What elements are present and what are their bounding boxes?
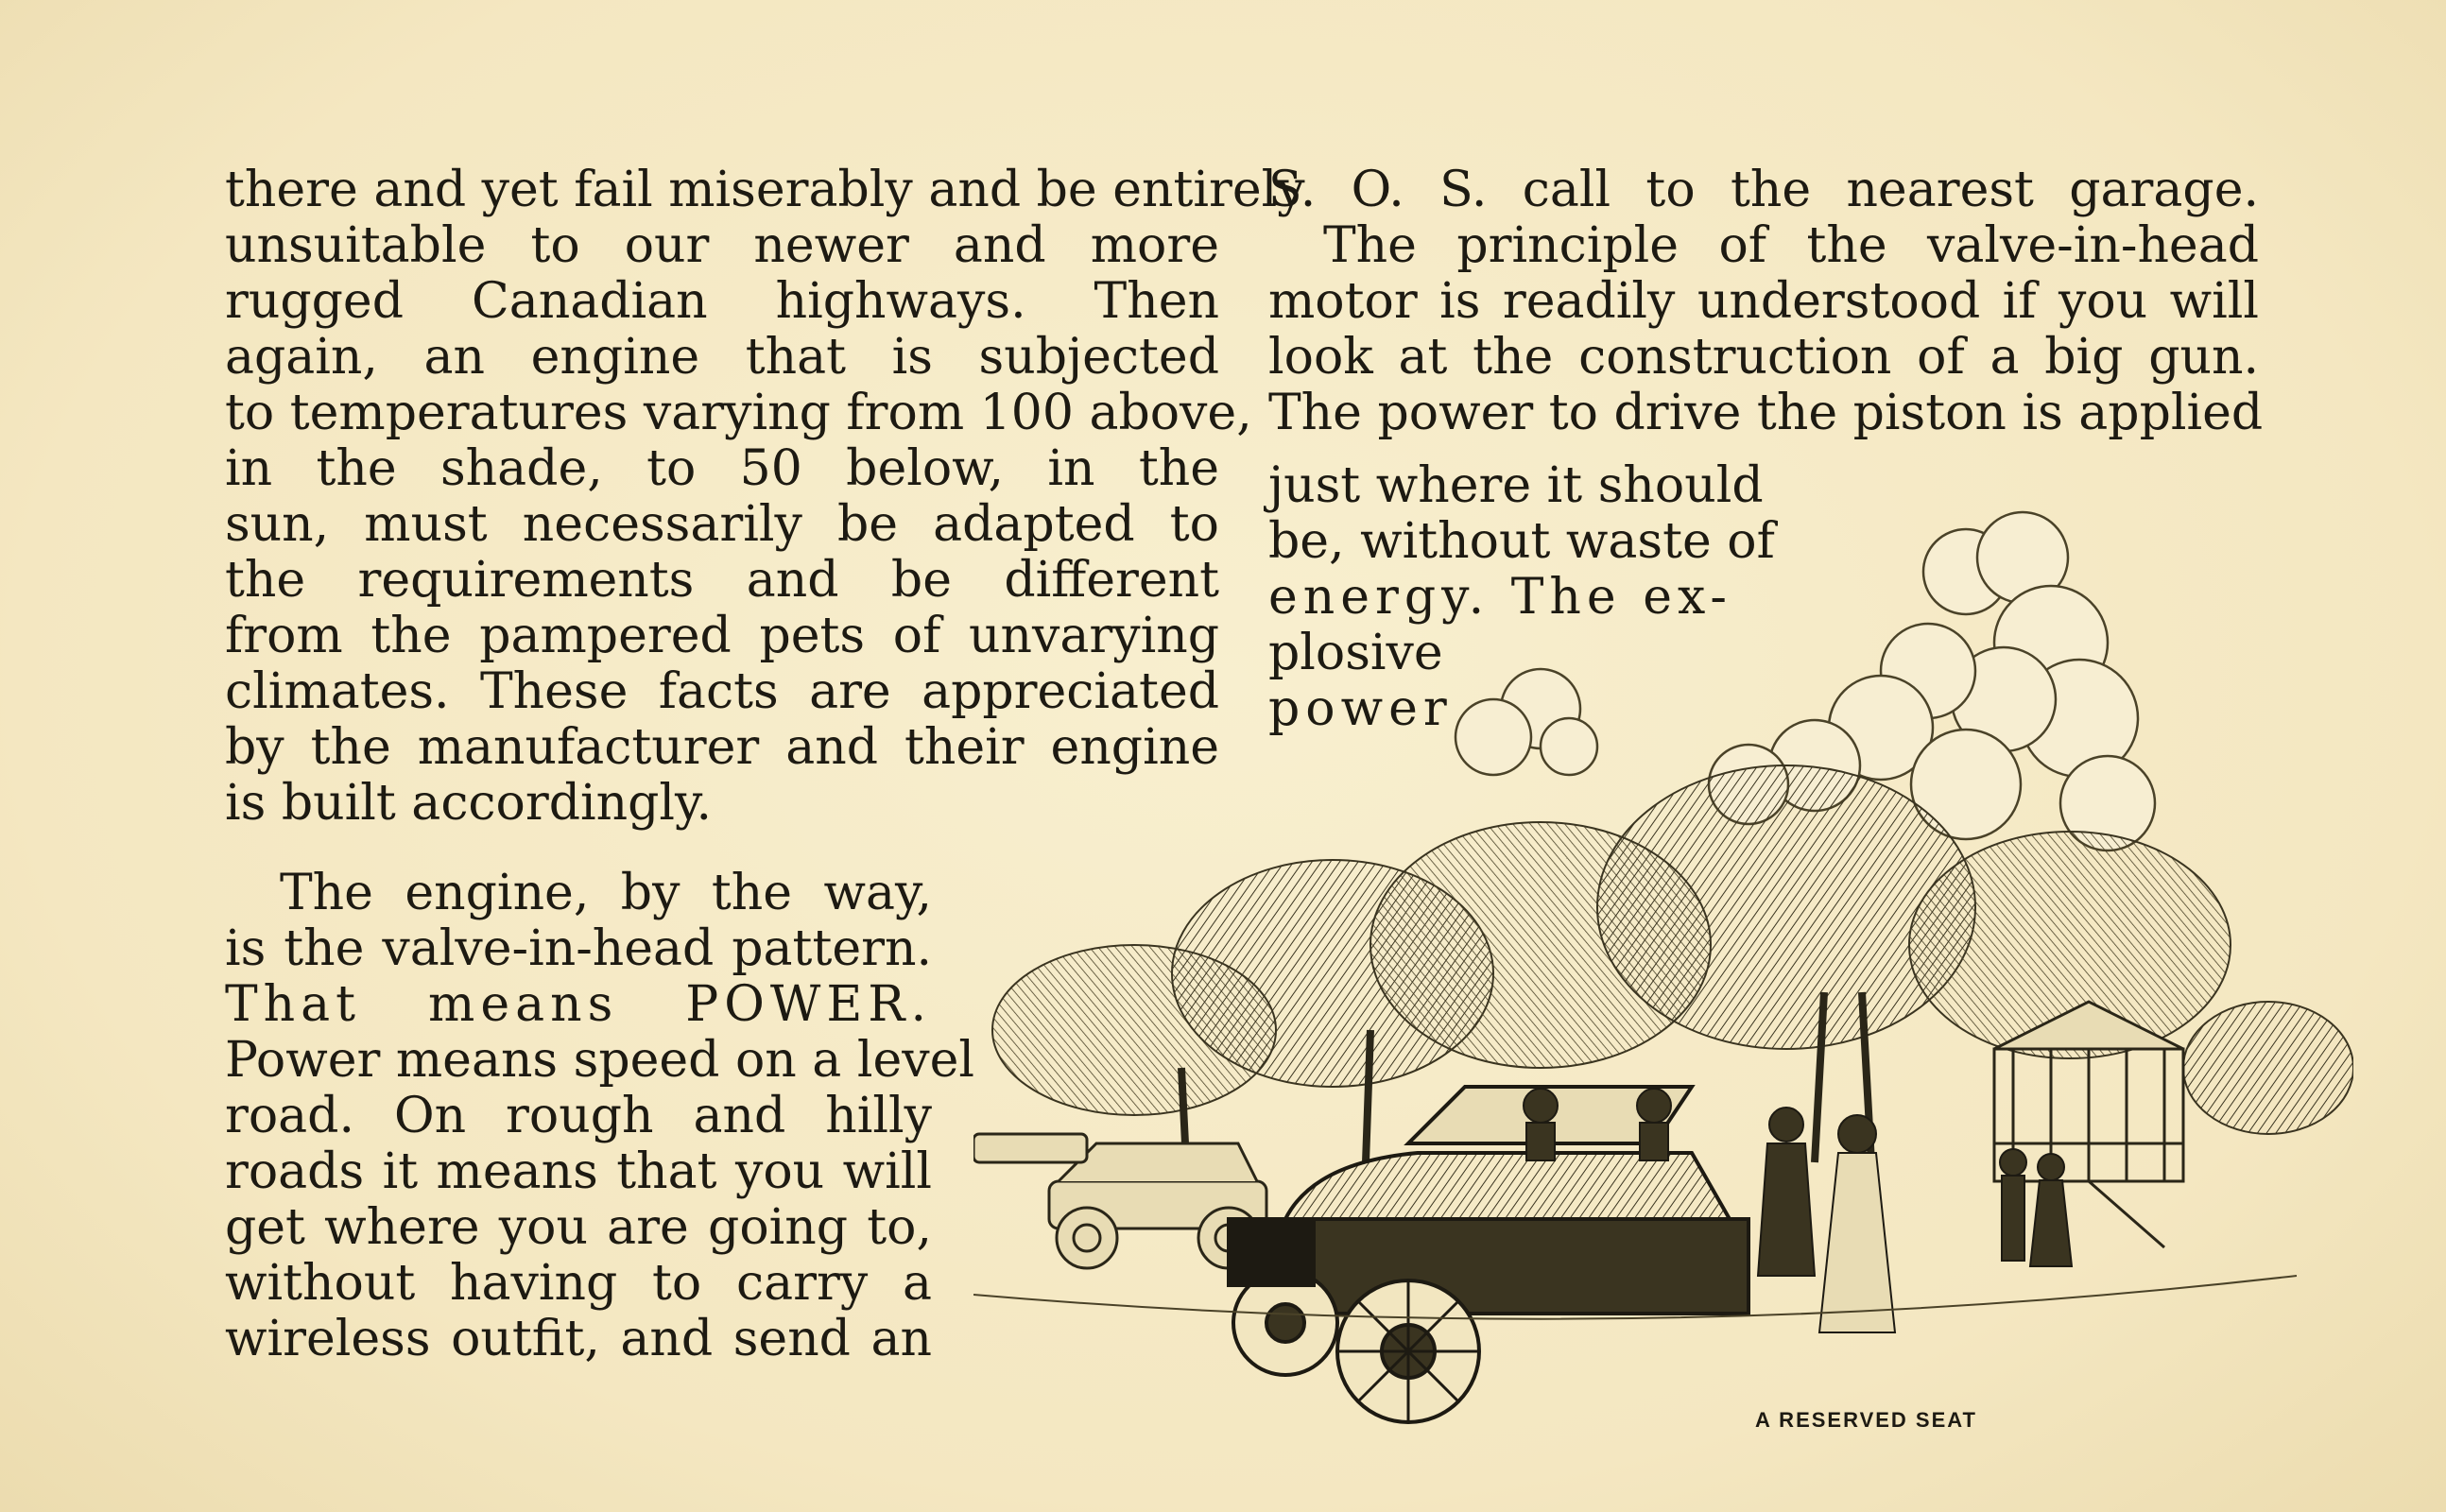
text-line: look at the construction of a big gun. (1268, 329, 2259, 386)
text-line: plosive (1268, 625, 1443, 681)
text-line: be, without waste of (1268, 513, 1775, 570)
text-line: Power means speed on a level (225, 1032, 975, 1089)
text-line: S. O. S. call to the nearest garage. (1268, 162, 2259, 218)
text-line: energy. The ex- (1268, 569, 1732, 626)
text-line: climates. These facts are appreciated (225, 663, 1219, 720)
text-line: get where you are going to, (225, 1199, 932, 1256)
text-line: to temperatures varying from 100 above, (225, 385, 1252, 441)
illustration-caption: A RESERVED SEAT (1755, 1408, 1977, 1432)
text-line: there and yet fail miserably and be entirely (225, 162, 1305, 218)
text-line: unsuitable to our newer and more (225, 217, 1219, 274)
left-lower-paragraph (225, 865, 975, 1367)
text-line: again, an engine that is subjected (225, 329, 1219, 386)
text-line: by the manufacturer and their engine (225, 719, 1219, 776)
text-line: the requirements and be different (225, 552, 1219, 609)
background-car (973, 1134, 1266, 1268)
text-line: power (1268, 680, 1453, 737)
text-line: That means POWER. (225, 976, 932, 1033)
touring-car-illustration (973, 501, 2353, 1455)
text-line: is built accordingly. (225, 775, 713, 832)
text-line: just where it should (1268, 457, 1764, 514)
right-column-text (1268, 162, 2264, 441)
text-line: wireless outfit, and send an (225, 1311, 932, 1367)
text-line: is the valve-in-head pattern. (225, 920, 932, 977)
text-line: from the pampered pets of unvarying (225, 608, 1219, 664)
text-line: roads it means that you will (225, 1143, 932, 1200)
text-line: road. On rough and hilly (225, 1088, 932, 1144)
text-line: motor is readily understood if you will (1268, 273, 2259, 330)
text-line: The principle of the valve-in-head (1323, 217, 2259, 274)
text-line: in the shade, to 50 below, in the (225, 440, 1219, 497)
text-line: sun, must necessarily be adapted to (225, 496, 1219, 553)
text-line: The engine, by the way, (280, 865, 932, 921)
text-line: without having to carry a (225, 1255, 932, 1312)
text-line: rugged Canadian highways. Then (225, 273, 1219, 330)
touring-car (1229, 1087, 1748, 1422)
text-line: The power to drive the piston is applied (1268, 385, 2264, 441)
